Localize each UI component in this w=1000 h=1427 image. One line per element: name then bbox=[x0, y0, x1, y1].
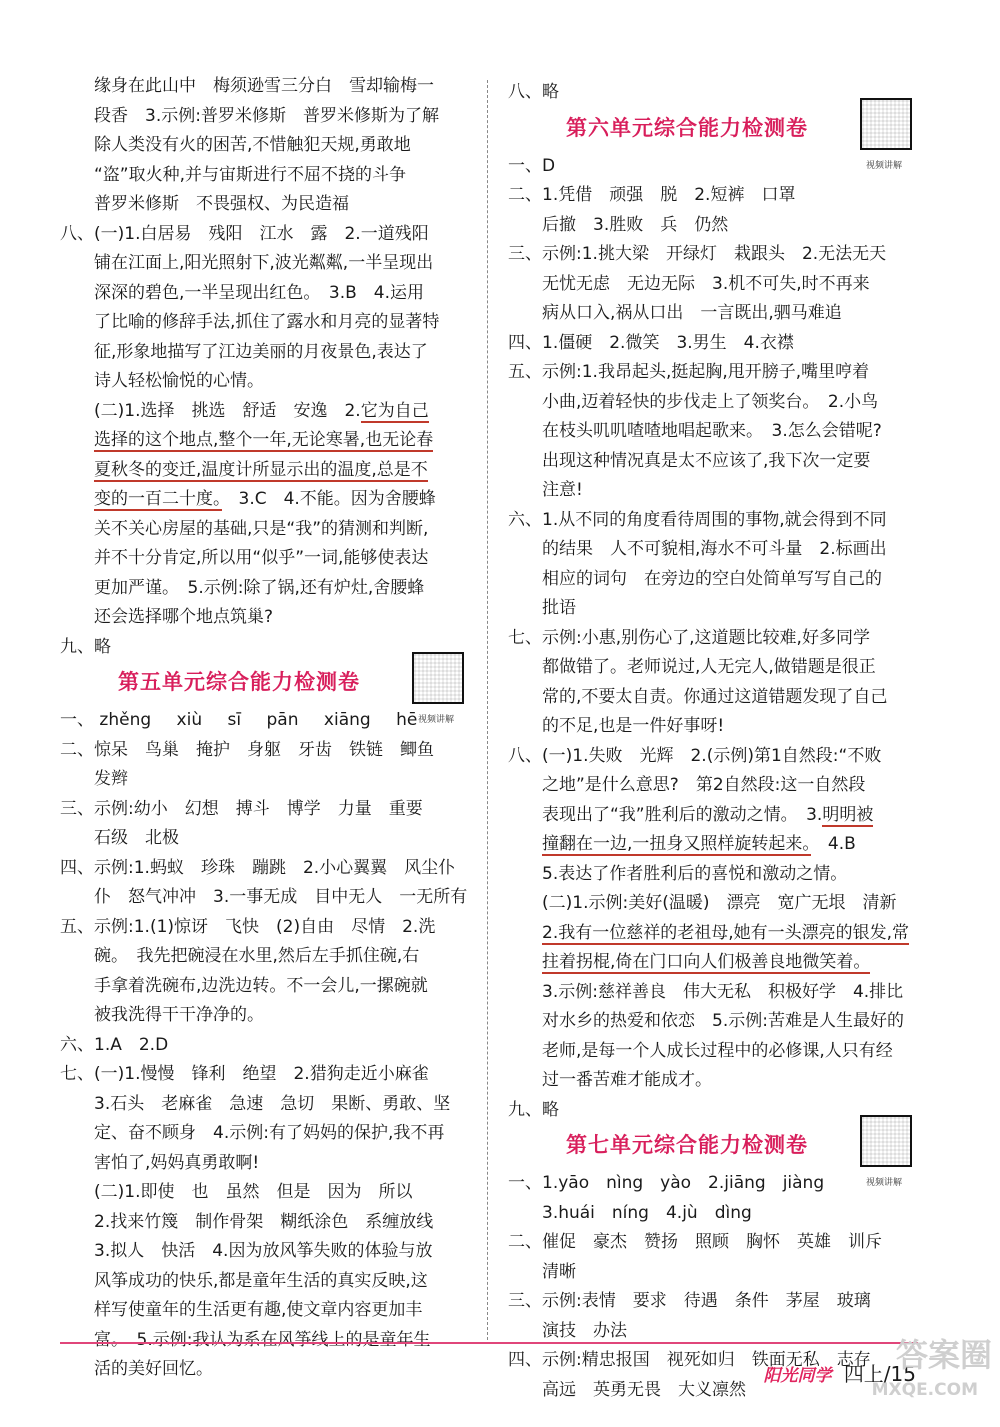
text-segment: 3.C 4.不能。因为舍腰蜂 bbox=[221, 489, 436, 509]
text-line: 除人类没有火的困苦,不惜触犯天规,勇敢地 bbox=[94, 135, 411, 155]
text-line: 四、示例:1.蚂蚁 珍珠 蹦跳 2.小心翼翼 风尘仆 bbox=[60, 857, 456, 878]
text-line: 铺在江面上,阳光照射下,波光粼粼,一半呈现出 bbox=[94, 253, 434, 273]
text-line: 深深的碧色,一半呈现出红色。 3.B 4.运用 bbox=[94, 282, 425, 303]
section-title: 第五单元综合能力检测卷 bbox=[118, 670, 360, 694]
text-line: 对水乡的热爱和依恋 5.示例:苦难是人生最好的 bbox=[542, 1011, 904, 1031]
text-line: 高远 英勇无畏 大义凛然 bbox=[542, 1379, 746, 1400]
text-segment: (二)1.选择 挑选 舒适 安逸 2. bbox=[94, 400, 361, 421]
text-line: 5.表达了作者胜利后的喜悦和激动之情。 bbox=[542, 863, 848, 884]
text-line: 发辫 bbox=[94, 769, 128, 789]
text-line: 一、D bbox=[508, 155, 556, 176]
right-column bbox=[508, 78, 916, 1405]
text-line: 了比喻的修辞手法,抓住了露水和月亮的显著特 bbox=[94, 312, 440, 332]
text-line: 3.石头 老麻雀 急速 急切 果断、勇敢、坚 bbox=[94, 1093, 451, 1114]
text-line: 关不关心房屋的基础,只是“我”的猜测和判断, bbox=[94, 518, 429, 539]
qr-caption: 视频讲解 bbox=[865, 1178, 902, 1188]
text-line: 的不足,也是一件好事呀! bbox=[542, 716, 725, 736]
text-line: 老师,是每一个人成长过程中的必修课,人只有经 bbox=[542, 1040, 893, 1061]
underlined-answer: 撞翻在一边,一扭身又照样旋转起来。 bbox=[542, 834, 811, 854]
text-line: 常的,不要太自责。你通过这道错题发现了自己 bbox=[542, 686, 888, 707]
text-line: 征,形象地描写了江边美丽的月夜景色,表达了 bbox=[94, 341, 428, 362]
pinyin-item: xiāng bbox=[323, 710, 371, 730]
text-line bbox=[508, 948, 916, 978]
text-line: 五、示例:1.(1)惊讶 飞快 (2)自由 尽情 2.洗 bbox=[60, 916, 436, 937]
qr-code-icon[interactable] bbox=[860, 1115, 912, 1167]
text-line: 缘身在此山中 梅须逊雪三分白 雪却输梅一 bbox=[94, 76, 434, 96]
text-line bbox=[60, 397, 468, 427]
text-line: (二)1.即使 也 虽然 但是 因为 所以 bbox=[94, 1182, 413, 1202]
text-line: 一、1.yāo nìng yào 2.jiāng jiàng bbox=[508, 1173, 825, 1193]
text-line: 七、示例:小惠,别伤心了,这道题比较难,好多同学 bbox=[508, 627, 870, 648]
text-line: 三、示例:幼小 幻想 搏斗 博学 力量 重要 bbox=[60, 798, 423, 819]
text-line: 小曲,迈着轻快的步伐走上了领奖台。 2.小鸟 bbox=[542, 391, 879, 412]
pinyin-item: pān bbox=[266, 710, 299, 730]
text-line: 活的美好回忆。 bbox=[94, 1359, 213, 1379]
text-line: 二、1.凭借 顽强 脱 2.短裤 口罩 bbox=[508, 185, 796, 205]
text-line: 八、略 bbox=[508, 82, 559, 102]
text-line bbox=[60, 426, 468, 456]
text-line: 九、略 bbox=[60, 636, 111, 657]
text-line: 六、1.从不同的角度看待周围的事物,就会得到不同 bbox=[508, 509, 887, 530]
brand-logo: 阳光同学 bbox=[763, 1366, 832, 1386]
text-line: 之地”是什么意思? 第2自然段:这一自然段 bbox=[542, 775, 866, 795]
text-line: 四、1.僵硬 2.微笑 3.男生 4.衣襟 bbox=[508, 332, 794, 353]
text-line: 被我洗得干干净净的。 bbox=[94, 1005, 264, 1025]
text-line: 普罗米修斯 不畏强权、为民造福 bbox=[94, 194, 349, 214]
watermark: 答案圈 bbox=[895, 1336, 992, 1374]
text-line bbox=[60, 485, 468, 515]
column-divider bbox=[487, 80, 488, 1340]
text-line: 四、示例:精忠报国 视死如归 铁面无私 志存 bbox=[508, 1350, 871, 1370]
text-line: 三、示例:表情 要求 待遇 条件 茅屋 玻璃 bbox=[508, 1291, 871, 1311]
text-line: 注意! bbox=[542, 480, 583, 500]
text-segment: 4.B bbox=[810, 834, 856, 854]
text-line: 演技 办法 bbox=[542, 1320, 627, 1341]
text-line: 病从口入,祸从口出 一言既出,驷马难追 bbox=[542, 303, 842, 323]
page-number: 四上/15 bbox=[843, 1362, 916, 1386]
text-line: 五、示例:1.我昂起头,挺起胸,甩开膀子,嘴里哼着 bbox=[508, 362, 870, 382]
text-line: 三、示例:1.挑大梁 开绿灯 栽跟头 2.无法无天 bbox=[508, 244, 887, 264]
text-line: 3.huái níng 4.jù dìng bbox=[542, 1202, 752, 1223]
text-line: 出现这种情况真是太不应该了,我下次一定要 bbox=[542, 450, 871, 471]
text-line: 碗。 我先把碗浸在水里,然后左手抓住碗,右 bbox=[94, 946, 420, 966]
text-line: 仆 怒气冲冲 3.一事无成 目中无人 一无所有 bbox=[94, 887, 468, 907]
underlined-answer: 夏秋冬的变迁,温度计所显示出的温度,总是不 bbox=[94, 459, 428, 480]
text-line: 都做错了。老师说过,人无完人,做错题是很正 bbox=[542, 657, 876, 677]
text-line: 二、催促 豪杰 赞扬 照顾 胸怀 英雄 训斥 bbox=[508, 1232, 882, 1252]
text-line: 二、惊呆 鸟巢 掩护 身躯 牙齿 铁链 鲫鱼 bbox=[60, 739, 434, 760]
pinyin-item: xiù bbox=[176, 710, 203, 730]
qr-caption: 视频讲解 bbox=[417, 715, 454, 725]
underlined-answer: 它为自己 bbox=[360, 400, 429, 421]
left-column bbox=[60, 72, 468, 1385]
text-line: 3.拟人 快活 4.因为放风筝失败的体验与放 bbox=[94, 1241, 433, 1261]
text-line: 八、(一)1.失败 光辉 2.(示例)第1自然段:“不败 bbox=[508, 745, 882, 766]
section-title: 第六单元综合能力检测卷 bbox=[566, 115, 808, 140]
pinyin-label: 一、 bbox=[60, 710, 94, 730]
pinyin-item: hē bbox=[396, 710, 418, 730]
text-line: 样写使童年的生活更有趣,使文章内容更加丰 bbox=[94, 1300, 423, 1320]
text-line: 害怕了,妈妈真勇敢啊! bbox=[94, 1152, 260, 1173]
text-line: (二)1.示例:美好(温暖) 漂亮 宽广无垠 清新 bbox=[542, 893, 897, 913]
pinyin-line bbox=[60, 706, 468, 736]
pinyin-item: zhěng bbox=[99, 710, 152, 730]
text-line: 富。 5.示例:我认为系在风筝线上的是童年生 bbox=[94, 1329, 431, 1350]
text-line: 六、1.A 2.D bbox=[60, 1034, 169, 1055]
text-line: 七、(一)1.慢慢 锋利 绝望 2.猎狗走近小麻雀 bbox=[60, 1064, 429, 1084]
qr-caption: 视频讲解 bbox=[865, 160, 902, 171]
text-line: 石级 北极 bbox=[94, 828, 179, 848]
text-line: 清晰 bbox=[542, 1261, 576, 1282]
text-line: 风筝成功的快乐,都是童年生活的真实反映,这 bbox=[94, 1270, 428, 1291]
underlined-answer: 变的一百二十度。 bbox=[94, 489, 222, 509]
text-line: 3.示例:慈祥善良 伟大无私 积极好学 4.排比 bbox=[542, 981, 904, 1002]
qr-code-icon[interactable] bbox=[412, 652, 464, 704]
text-line: 的结果 人不可貌相,海水不可斗量 2.标画出 bbox=[542, 539, 887, 559]
text-line: 更加严谨。 5.示例:除了锅,还有炉灶,舍腰蜂 bbox=[94, 577, 425, 598]
text-line: 还会选择哪个地点筑巢? bbox=[94, 607, 274, 627]
text-line: 批语 bbox=[542, 598, 576, 618]
watermark-url: MXQE.COM bbox=[871, 1380, 978, 1400]
text-line: 定、奋不顾身 4.示例:有了妈妈的保护,我不再 bbox=[94, 1123, 445, 1143]
text-line: 在枝头叽叽喳喳地唱起歌来。 3.怎么会错呢? bbox=[542, 421, 882, 441]
text-line: 后撤 3.胜败 兵 仍然 bbox=[542, 214, 729, 235]
text-line bbox=[508, 830, 916, 860]
text-line: 九、略 bbox=[508, 1099, 559, 1120]
text-line: “盗”取火种,并与宙斯进行不屈不挠的斗争 bbox=[94, 164, 407, 185]
pinyin-item: sī bbox=[227, 710, 242, 730]
footer-rule bbox=[60, 1342, 918, 1344]
text-line: 相应的词句 在旁边的空白处简单写写自己的 bbox=[542, 568, 882, 589]
text-line bbox=[60, 456, 468, 486]
qr-code-icon[interactable] bbox=[860, 98, 912, 150]
text-line: 手拿着洗碗布,边洗边转。不一会儿,一摞碗就 bbox=[94, 975, 428, 996]
text-line: 并不十分肯定,所以用“似乎”一词,能够使表达 bbox=[94, 548, 429, 568]
text-line bbox=[508, 919, 916, 949]
text-line: 诗人轻松愉悦的心情。 bbox=[94, 371, 264, 391]
underlined-answer: 选择的这个地点,整个一年,无论寒暑,也无论春 bbox=[94, 430, 434, 450]
text-segment: 表现出了“我”胜利后的激动之情。 3. bbox=[542, 804, 823, 825]
text-line bbox=[508, 801, 916, 831]
text-line: 八、(一)1.白居易 残阳 江水 露 2.一道残阳 bbox=[60, 223, 429, 244]
text-line: 段香 3.示例:普罗米修斯 普罗米修斯为了解 bbox=[94, 105, 439, 126]
text-line: 过一番苦难才能成才。 bbox=[542, 1070, 712, 1090]
text-line: 2.找来竹篾 制作骨架 糊纸涂色 系缠放线 bbox=[94, 1211, 434, 1232]
underlined-answer: 拄着拐棍,倚在门口向人们极善良地微笑着。 bbox=[542, 952, 871, 972]
underlined-answer: 2.我有一位慈祥的老祖母,她有一头漂亮的银发,常 bbox=[542, 922, 910, 943]
section-title: 第七单元综合能力检测卷 bbox=[566, 1133, 808, 1157]
underlined-answer: 明明被 bbox=[822, 804, 874, 825]
text-line: 无忧无虑 无边无际 3.机不可失,时不再来 bbox=[542, 273, 870, 294]
